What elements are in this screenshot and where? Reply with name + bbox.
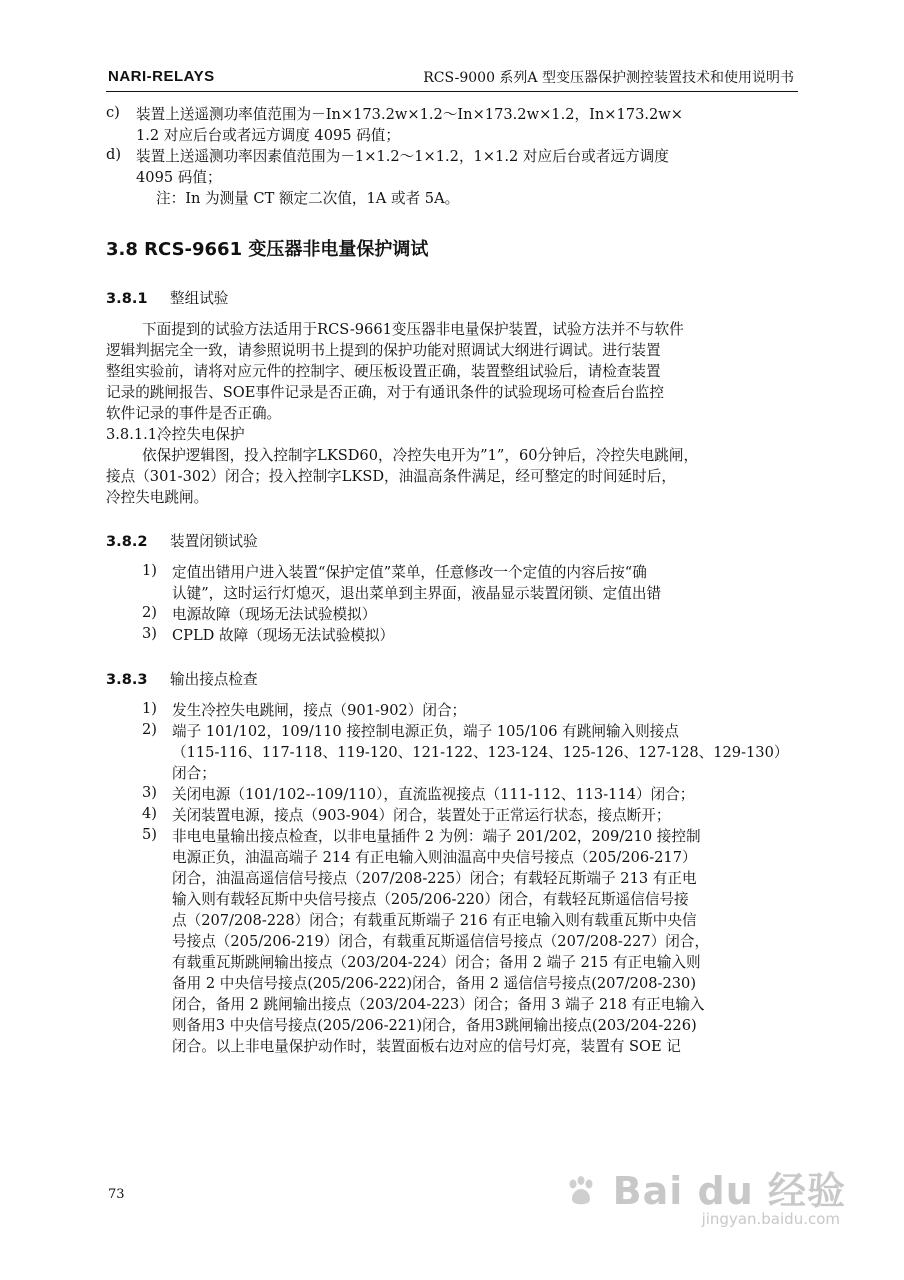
subsection-number: 3.8.2 xyxy=(106,533,148,550)
list-item-label: 1) xyxy=(142,562,157,579)
list-item-line: 则备用3 中央信号接点(205/206-221)闭合，备用3跳闸输出接点(203/204-226) xyxy=(172,1017,697,1034)
list-item xyxy=(106,784,800,805)
list-item-line: 认键”，这时运行灯熄灭，退出菜单到主界面，液晶显示装置闭锁、定值出错 xyxy=(172,585,662,602)
list-item-line: 关闭装置电源，接点（903-904）闭合，装置处于正常运行状态，接点断开； xyxy=(172,807,671,824)
paragraph-integration-test xyxy=(106,319,800,424)
list-item-line: （115-116、117-118、119-120、121-122、123-124、125-126、127-128、129-130） xyxy=(172,744,789,761)
note-text: 注：In 为测量 CT 额定二次值，1A 或者 5A。 xyxy=(156,190,460,207)
list-item-line: 非电电量输出接点检查，以非电量插件 2 为例：端子 201/202，209/210 接控制 xyxy=(172,828,701,845)
paw-icon xyxy=(564,1174,598,1208)
subsection-title: 输出接点检查 xyxy=(170,671,258,688)
page-number: 73 xyxy=(108,1187,125,1202)
page-content xyxy=(106,104,800,1057)
header-divider xyxy=(106,91,798,92)
list-item-line: 有载重瓦斯跳闸输出接点（203/204-224）闭合；备用 2 端子 215 有正电输入则 xyxy=(172,954,701,971)
list-item-line: 闭合，油温高遥信信号接点（207/208-225）闭合；有载轻瓦斯端子 213 有正电 xyxy=(172,870,697,887)
list-item-line: 关闭电源（101/102--109/110），直流监视接点（111-112、113-114）闭合； xyxy=(172,786,695,803)
list-item-line: 发生冷控失电跳闸，接点（901-902）闭合； xyxy=(172,702,467,719)
header-brand: NARI-RELAYS xyxy=(108,68,215,85)
list-item-line: 定值出错用户进入装置“保护定值”菜单，任意修改一个定值的内容后按“确 xyxy=(172,564,647,581)
list-item-label: c) xyxy=(106,104,120,121)
list-item-line: 闭合，备用 2 跳闸输出接点（203/204-223）闭合；备用 3 端子 218 有正电输入 xyxy=(172,996,705,1013)
list-item xyxy=(106,721,800,784)
list-item-c xyxy=(106,104,800,146)
section-number: 3.8 xyxy=(106,239,138,260)
paragraph-line: 接点（301-302）闭合；投入控制字LKSD，油温高条件满足，经可整定的时间延时后， xyxy=(106,468,676,485)
paragraph-line: 整组实验前，请将对应元件的控制字、硬压板设置正确，装置整组试验后，请检查装置 xyxy=(106,363,661,380)
paragraph-line: 冷控失电跳闸。 xyxy=(106,489,209,506)
subsection-heading-3-8-1 xyxy=(106,287,800,311)
list-item-label: 4) xyxy=(142,805,157,822)
paragraph-line: 逻辑判据完全一致，请参照说明书上提到的保护功能对照调试大纲进行调试。进行装置 xyxy=(106,342,661,359)
list-item-line: 装置上送遥测功率因素值范围为－1×1.2～1×1.2，1×1.2 对应后台或者远方调度 xyxy=(136,148,669,165)
list-item-label: 5) xyxy=(142,826,157,843)
list-item-label: 3) xyxy=(142,625,157,642)
paragraph-line: 软件记录的事件是否正确。 xyxy=(106,405,282,422)
list-item-label: 1) xyxy=(142,700,157,717)
baidu-watermark xyxy=(612,1160,846,1236)
list-item-label: 3) xyxy=(142,784,157,801)
subsection-number: 3.8.1 xyxy=(106,290,148,307)
list-item-line: 4095 码值； xyxy=(136,169,222,186)
list-item-line: CPLD 故障（现场无法试验模拟） xyxy=(172,627,395,644)
paragraph-line: 下面提到的试验方法适用于RCS-9661变压器非电量保护装置，试验方法并不与软件 xyxy=(142,321,684,338)
subsection-title: 装置闭锁试验 xyxy=(170,533,258,550)
list-item-line: 点（207/208-228）闭合；有载重瓦斯端子 216 有正电输入则有载重瓦斯中央信 xyxy=(172,912,697,929)
list-item-line: 电源正负，油温高端子 214 有正电输入则油温高中央信号接点（205/206-217） xyxy=(172,849,697,866)
section-title: RCS-9661 变压器非电量保护调试 xyxy=(144,239,429,260)
watermark-logo xyxy=(564,1160,846,1215)
list-item xyxy=(106,805,800,826)
paragraph-cooling-loss xyxy=(106,445,800,508)
list-item-line: 电源故障（现场无法试验模拟） xyxy=(172,606,377,623)
header-title: RCS-9000 系列A 型变压器保护测控装置技术和使用说明书 xyxy=(423,70,794,86)
list-item xyxy=(106,604,800,625)
list-item-line: 号接点（205/206-219）闭合，有载重瓦斯遥信信号接点（207/208-227）闭合， xyxy=(172,933,710,950)
subsection-heading-3-8-3 xyxy=(106,668,800,692)
paragraph-line: 记录的跳闸报告、SOE事件记录是否正确，对于有通讯条件的试验现场可检查后台监控 xyxy=(106,384,664,401)
list-item xyxy=(106,625,800,646)
list-item xyxy=(106,826,800,1057)
subsection-heading-3-8-2 xyxy=(106,530,800,554)
list-item-line: 闭合。以上非电量保护动作时，装置面板右边对应的信号灯亮，装置有 SOE 记 xyxy=(172,1038,681,1055)
list-item-label: 2) xyxy=(142,721,157,738)
list-item-line: 1.2 对应后台或者远方调度 4095 码值； xyxy=(136,127,400,144)
paragraph-line: 依保护逻辑图，投入控制字LKSD60，冷控失电开为”1”，60分钟后，冷控失电跳闸， xyxy=(142,447,699,464)
list-item-line: 装置上送遥测功率值范围为－In×173.2w×1.2～In×173.2w×1.2，In×173.2w× xyxy=(136,106,683,123)
subsection-title: 整组试验 xyxy=(170,290,229,307)
list-item xyxy=(106,700,800,721)
watermark-logo-text: Bai du 经验 xyxy=(612,1169,846,1213)
list-item-label: 2) xyxy=(142,604,157,621)
list-item-d xyxy=(106,146,800,188)
list-item xyxy=(106,562,800,604)
subsection-number: 3.8.3 xyxy=(106,671,148,688)
list-item-label: d) xyxy=(106,146,122,163)
list-item-line: 备用 2 中央信号接点(205/206-222)闭合，备用 2 遥信信号接点(207/208-230) xyxy=(172,975,697,992)
list-item-line: 端子 101/102，109/110 接控制电源正负，端子 105/106 有跳闸输入则接点 xyxy=(172,723,679,740)
watermark-url: jingyan.baidu.com xyxy=(701,1210,840,1228)
list-item-line: 输入则有载轻瓦斯中央信号接点（205/206-220）闭合，有载轻瓦斯遥信信号接 xyxy=(172,891,689,908)
section-heading-3-8 xyxy=(106,235,800,265)
sub-subsection-heading: 3.8.1.1冷控失电保护 xyxy=(106,426,245,443)
list-item-line: 闭合； xyxy=(172,765,216,782)
